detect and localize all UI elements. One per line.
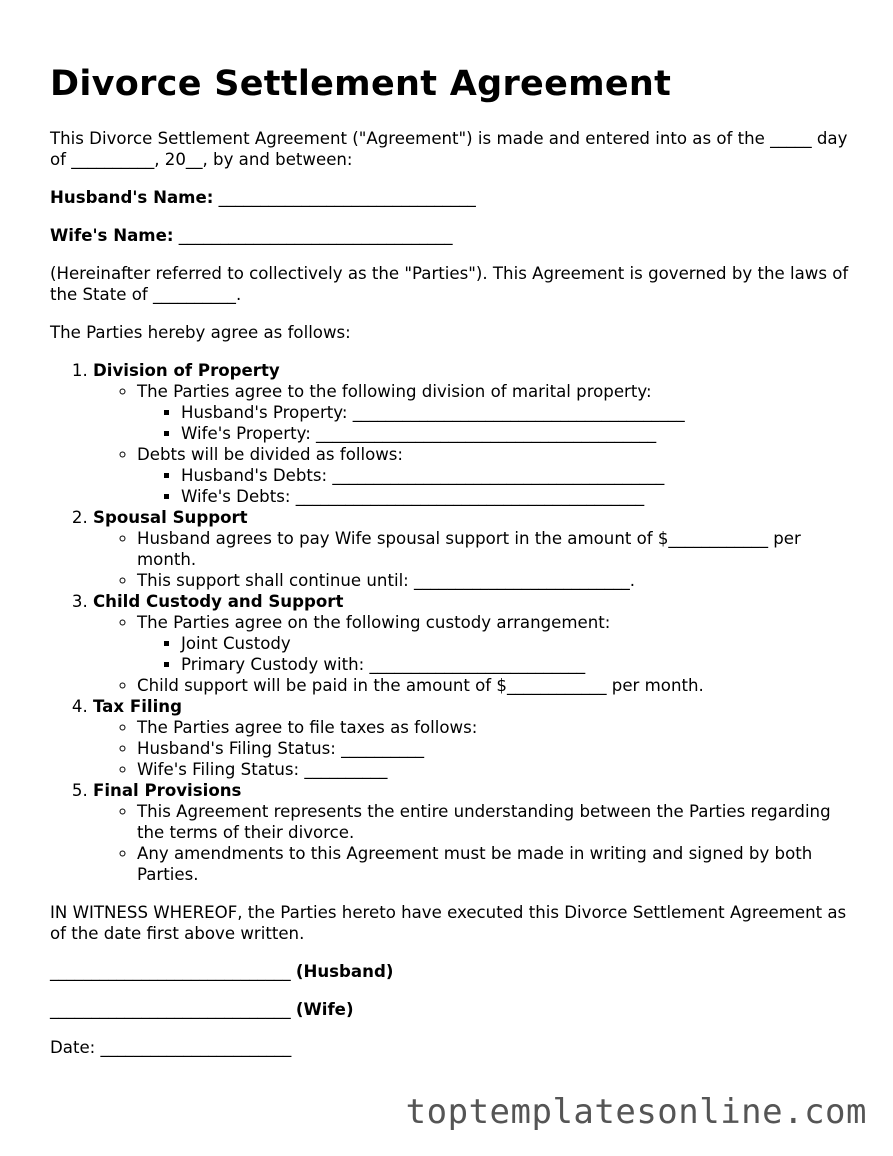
list-item-text: Debts will be divided as follows: (137, 445, 404, 464)
husband-signature-line (50, 961, 850, 982)
date-line: Date: _______________________ (50, 1038, 292, 1057)
list-item: ▪ Husband's Property: ________________________________________ (181, 402, 850, 423)
husband-name-label: Husband's Name: (50, 188, 214, 207)
list-item: ▪ Joint Custody (181, 633, 850, 654)
signature-label: (Husband) (295, 962, 394, 981)
wife-name-label: Wife's Name: (50, 226, 174, 245)
list-item-text: The Parties agree on the following custody arrangement: (137, 613, 611, 632)
sub-list (93, 801, 850, 885)
sub-list (93, 381, 850, 507)
list-item-text: The Parties agree to the following division of marital property: (137, 382, 652, 401)
wife-signature-line (50, 999, 850, 1020)
husband-name-blank: _______________________________ (218, 188, 476, 207)
wife-name-line (50, 225, 850, 246)
footer-watermark: toptemplatesonline.com (405, 1092, 867, 1132)
document-page (50, 60, 850, 1058)
section-heading: Spousal Support (93, 508, 248, 527)
list-item: ▪ Primary Custody with: __________________________ (181, 654, 850, 675)
list-item (137, 381, 850, 444)
signature-blank: _____________________________ (50, 1000, 291, 1019)
witness-paragraph: IN WITNESS WHEREOF, the Parties hereto have executed this Divorce Settlement Agreement as of the date first above written. (50, 903, 847, 943)
sub-sub-list (137, 465, 850, 507)
section-division-of-property (93, 360, 850, 507)
list-item: ◦ The Parties agree to file taxes as follows: (137, 717, 850, 738)
document-title: Divorce Settlement Agreement (50, 64, 672, 104)
sub-list (93, 717, 850, 780)
sub-sub-list (137, 633, 850, 675)
section-spousal-support (93, 507, 850, 591)
agree-intro: The Parties hereby agree as follows: (50, 323, 351, 342)
list-item: ◦ Child support will be paid in the amount of $____________ per month. (137, 675, 850, 696)
list-item: ◦ Husband's Filing Status: __________ (137, 738, 850, 759)
section-final-provisions (93, 780, 850, 885)
section-tax-filing (93, 696, 850, 780)
list-item: ◦ Wife's Filing Status: __________ (137, 759, 850, 780)
list-item: ◦ Husband agrees to pay Wife spousal support in the amount of $____________ per month. (137, 528, 850, 570)
sections-list (50, 360, 850, 885)
wife-name-blank: _________________________________ (178, 226, 453, 245)
section-heading: Child Custody and Support (93, 592, 344, 611)
list-item: ▪ Wife's Debts: __________________________________________ (181, 486, 850, 507)
list-item: ◦ This Agreement represents the entire understanding between the Parties regarding the terms of their divorce. (137, 801, 850, 843)
intro-paragraph: This Divorce Settlement Agreement ("Agreement") is made and entered into as of the _____ day of __________, 20__, by and between: (50, 129, 848, 169)
section-heading: Tax Filing (93, 697, 182, 716)
signature-label: (Wife) (295, 1000, 354, 1019)
section-heading: Final Provisions (93, 781, 242, 800)
list-item: ◦ This support shall continue until: __________________________. (137, 570, 850, 591)
list-item: ▪ Husband's Debts: ________________________________________ (181, 465, 850, 486)
sub-list (93, 612, 850, 696)
list-item (137, 444, 850, 507)
sub-list (93, 528, 850, 591)
list-item: ◦ Any amendments to this Agreement must be made in writing and signed by both Parties. (137, 843, 850, 885)
list-item: ▪ Wife's Property: _________________________________________ (181, 423, 850, 444)
section-child-custody (93, 591, 850, 696)
section-heading: Division of Property (93, 361, 280, 380)
parties-paragraph: (Hereinafter referred to collectively as the "Parties"). This Agreement is governed by the laws of the State of __________. (50, 264, 849, 304)
signature-blank: _____________________________ (50, 962, 291, 981)
list-item (137, 612, 850, 675)
husband-name-line (50, 187, 850, 208)
sub-sub-list (137, 402, 850, 444)
